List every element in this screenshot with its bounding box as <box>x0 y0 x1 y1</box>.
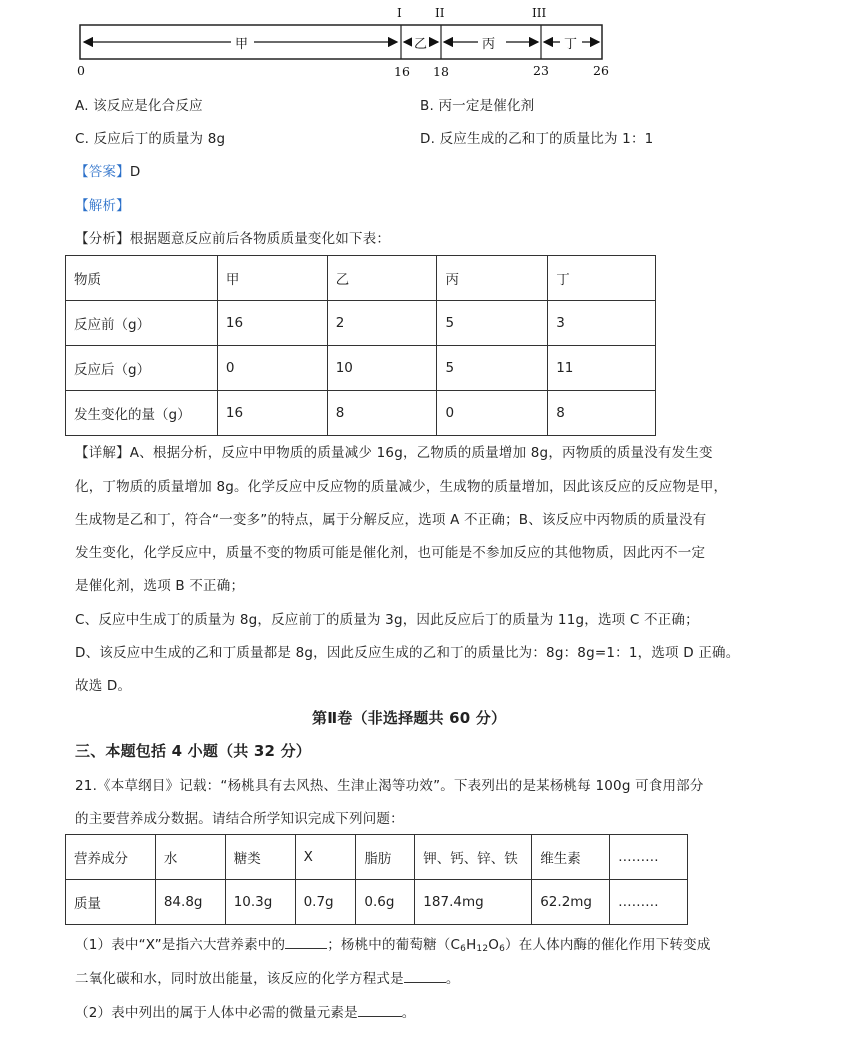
detail-line: 是催化剂，选项 B 不正确； <box>75 578 245 594</box>
table-cell: 乙 <box>327 256 437 301</box>
segment-label-yi: 乙 <box>412 33 429 52</box>
q1-line2 <box>75 968 460 988</box>
table-cell: 0.6g <box>356 880 415 925</box>
answer-label: 【答案】 <box>75 164 130 180</box>
q2-text: （2）表中列出的属于人体中必需的微量元素是 <box>75 1005 358 1021</box>
tick-0: 0 <box>77 63 85 78</box>
table-cell: 84.8g <box>155 880 225 925</box>
segment-label-bing: 丙 <box>480 33 497 52</box>
table-row <box>66 835 688 880</box>
detail-line: 故选 D。 <box>75 678 132 694</box>
answer-blank[interactable] <box>404 968 446 983</box>
table-cell: 反应后（g） <box>66 346 218 391</box>
table-cell: 16 <box>217 391 327 436</box>
roman-label-III: III <box>532 6 547 20</box>
table-cell: 0 <box>217 346 327 391</box>
q1-text: ）在人体内酶的催化作用下转变成 <box>505 937 711 953</box>
table-cell: 3 <box>548 301 656 346</box>
table-cell: 维生素 <box>532 835 610 880</box>
segment-diagram <box>0 0 853 90</box>
roman-label-II: II <box>435 6 445 20</box>
table-cell: 丙 <box>437 256 548 301</box>
table-cell: 8 <box>548 391 656 436</box>
detail-line: 发生变化，化学反应中，质量不变的物质可能是催化剂，也可能是不参加反应的其他物质，因此丙不一定 <box>75 545 706 561</box>
option-c: C. 反应后丁的质量为 8g <box>75 131 226 147</box>
formula-subscript: 6 <box>460 944 467 954</box>
q21-line: 21.《本草纲目》记载：“杨桃具有去风热、生津止渴等功效”。下表列出的是某杨桃每 100g 可食用部分 <box>75 778 704 794</box>
table-cell: 62.2mg <box>532 880 610 925</box>
table-cell: X <box>295 835 356 880</box>
table-cell: ……… <box>610 835 688 880</box>
table-cell: 8 <box>327 391 437 436</box>
table-cell: 10 <box>327 346 437 391</box>
q1-text: ；杨桃中的葡萄糖（C <box>327 937 461 953</box>
table-cell: 质量 <box>66 880 156 925</box>
table-cell: 水 <box>155 835 225 880</box>
table-cell: ……… <box>610 880 688 925</box>
table-cell: 16 <box>217 301 327 346</box>
tick-16: 16 <box>394 64 410 79</box>
analysis-label: 【解析】 <box>75 198 130 214</box>
table-cell: 营养成分 <box>66 835 156 880</box>
detail-line: 【详解】A、根据分析，反应中甲物质的质量减少 16g，乙物质的质量增加 8g，丙物质的质量没有发生变 <box>75 445 713 461</box>
formula-subscript: 6 <box>499 944 506 954</box>
tick-18: 18 <box>433 64 449 79</box>
q1-text: （1）表中“X”是指六大营养素中的 <box>75 937 286 953</box>
segment-label-ding: 丁 <box>562 33 579 52</box>
table-row <box>66 346 656 391</box>
q1-line1 <box>75 934 711 958</box>
table-cell: 2 <box>327 301 437 346</box>
answer-line <box>75 163 140 181</box>
part2-title: 第Ⅱ卷（非选择题共 60 分） <box>312 709 507 727</box>
option-b: B. 丙一定是催化剂 <box>420 98 535 114</box>
analysis-intro: 【分析】根据题意反应前后各物质质量变化如下表： <box>75 231 391 247</box>
table-row <box>66 301 656 346</box>
nutrition-table <box>65 834 688 925</box>
answer-value: D <box>129 164 141 180</box>
mass-change-table <box>65 255 656 436</box>
table-row <box>66 256 656 301</box>
table-row <box>66 880 688 925</box>
formula-element: O <box>488 937 500 953</box>
table-cell: 11 <box>548 346 656 391</box>
table-cell: 发生变化的量（g） <box>66 391 218 436</box>
q1-text: 二氧化碳和水，同时放出能量，该反应的化学方程式是 <box>75 971 404 987</box>
detail-line: D、该反应中生成的乙和丁质量都是 8g，因此反应生成的乙和丁的质量比为：8g：8g=1：1，选项 D 正确。 <box>75 645 740 661</box>
answer-blank[interactable] <box>285 934 327 949</box>
tick-23: 23 <box>533 63 549 78</box>
table-cell: 反应前（g） <box>66 301 218 346</box>
table-cell: 10.3g <box>225 880 295 925</box>
q21-line: 的主要营养成分数据。请结合所学知识完成下列问题： <box>75 811 404 827</box>
table-row <box>66 391 656 436</box>
detail-line: 生成物是乙和丁，符合“一变多”的特点，属于分解反应，选项 A 不正确；B、该反应中丙物质的质量没有 <box>75 512 707 528</box>
detail-line: 化，丁物质的质量增加 8g。化学反应中反应物的质量减少，生成物的质量增加，因此该反应的反应物是甲， <box>75 479 728 495</box>
roman-label-I: I <box>397 6 402 20</box>
table-cell: 甲 <box>217 256 327 301</box>
detail-line: C、反应中生成丁的质量为 8g，反应前丁的质量为 3g，因此反应后丁的质量为 11g，选项 C 不正确； <box>75 612 699 628</box>
table-cell: 0 <box>437 391 548 436</box>
table-cell: 187.4mg <box>415 880 532 925</box>
q2-line <box>75 1002 416 1022</box>
table-cell: 物质 <box>66 256 218 301</box>
table-cell: 5 <box>437 346 548 391</box>
table-cell: 糖类 <box>225 835 295 880</box>
section3-title: 三、本题包括 4 小题（共 32 分） <box>75 742 312 760</box>
formula-subscript: 12 <box>476 944 489 954</box>
option-d: D. 反应生成的乙和丁的质量比为 1：1 <box>420 131 654 147</box>
option-a: A. 该反应是化合反应 <box>75 98 203 114</box>
table-cell: 脂肪 <box>356 835 415 880</box>
segment-label-jia: 甲 <box>233 33 250 52</box>
table-cell: 5 <box>437 301 548 346</box>
tick-26: 26 <box>593 63 609 78</box>
answer-blank[interactable] <box>358 1002 402 1017</box>
table-cell: 0.7g <box>295 880 356 925</box>
q1-text: 。 <box>445 971 460 987</box>
table-cell: 丁 <box>548 256 656 301</box>
q2-text: 。 <box>401 1005 416 1021</box>
table-cell: 钾、钙、锌、铁 <box>415 835 532 880</box>
formula-element: H <box>466 937 477 953</box>
